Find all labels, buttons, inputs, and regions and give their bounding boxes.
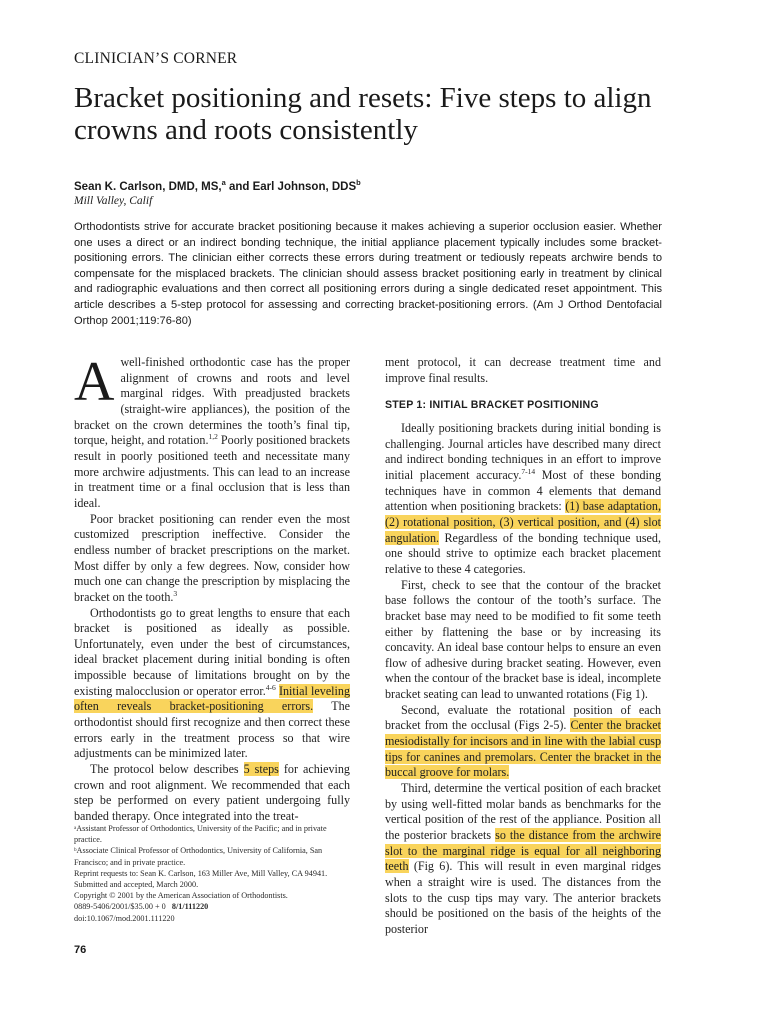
highlight[interactable]: Initial leveling often reveals bracket-positioning errors. <box>74 683 350 714</box>
paragraph <box>74 351 350 512</box>
section-label: CLINICIAN’S CORNER <box>74 50 238 67</box>
footnotes <box>74 823 350 924</box>
paragraph <box>74 762 350 825</box>
citation: 1,2 <box>208 432 218 442</box>
author-1-mark: a <box>221 178 226 187</box>
highlight[interactable]: so the distance from the archwire slot to the marginal ridge is equal for all neighboring teeth <box>385 828 661 874</box>
affiliation: Mill Valley, Calif <box>74 195 153 207</box>
text-run: Second, evaluate the rotational position of each bracket from the occlusal (Figs 2-5). <box>385 702 661 733</box>
issn: 0889-5406/2001/$35.00 + 0 <box>74 902 166 912</box>
text-run: Regardless of the bonding technique used, one should strive to optimize each bracket placement relative to these 4 categories. <box>385 530 661 576</box>
page-number: 76 <box>74 944 87 956</box>
author-line <box>74 178 361 193</box>
text-run: (Fig 6). This will result in even marginal ridges when a straight wire is used. The distances from the slots to the cusp tips may vary. The anterior brackets should be positioned on the basis of the heights of the posterior <box>385 859 661 936</box>
text-run: Third, determine the vertical position of each bracket by using well-fitted molar bands as benchmarks for the vertical position of the rest of the appliance. Position all the posterior brackets <box>385 781 661 843</box>
text-run: for achieving crown and root alignment. We recommended that each step be performed on every patient undergoing fully banded therapy. Once integrated into the treat- <box>74 762 350 824</box>
highlight[interactable]: 5 steps <box>243 762 279 777</box>
issn-code: 8/1/111220 <box>171 902 209 912</box>
paragraph <box>74 512 350 606</box>
text-run: Poor bracket positioning can render even the most customized prescription ineffective. Consider the endless number of bracket prescriptions on the market. Most differ by only a few degrees. Now, consider how much one can change the prescription by misplacing the bracket on the tooth. <box>74 511 350 604</box>
author-2: and Earl Johnson, DDS <box>225 180 357 193</box>
paragraph <box>385 781 661 938</box>
text-run: Ideally positioning brackets during initial bonding is challenging. Journal articles have described many direct and indirect bonding techniques in an effort to improve initial placement accuracy. <box>385 420 661 482</box>
footnote-a: ᵃAssistant Professor of Orthodontics, University of the Pacific; and in private practice. <box>74 824 327 845</box>
paragraph: First, check to see that the contour of the bracket base follows the contour of the tooth’s surface. The bracket base may need to be modified to fit some teeth either by flattening the base or by increasing its concavity. An ideal base contour helps to ensure an even flow of adhesive during bracket seating. However, even when the contour of the bracket base is ideal, incomplete bracket seating can lead to unwanted rotations (Fig 1). <box>385 577 661 702</box>
reprint-note: Reprint requests to: Sean K. Carlson, 163 Miller Ave, Mill Valley, CA 94941. <box>74 868 328 878</box>
issn-line <box>74 901 350 912</box>
author-2-mark: b <box>356 178 361 187</box>
text-run: The orthodontist should first recognize and then correct these errors early in the treatment process so that wire adjustments can be minimized later. <box>74 699 351 761</box>
highlight[interactable]: Center the bracket mesiodistally for incisors and in line with the labial cusp tips for canines and premolars. Center the bracket in the buccal groove for molars. <box>385 718 661 780</box>
paragraph <box>385 703 661 781</box>
highlight[interactable]: (1) base adaptation, (2) rotational position, (3) vertical position, and (4) slot angulation. <box>385 499 661 545</box>
paragraph <box>385 421 661 578</box>
text-run: well-finished orthodontic case has the proper alignment of crowns and roots and level marginal ridges. With preadjusted brackets (straight-wire appliances), the position of the bracket on the crown determines the tooth’s final tip, torque, height, and rotation. <box>74 355 350 448</box>
author-1: Sean K. Carlson, DMD, MS, <box>74 180 222 193</box>
paragraph <box>74 606 350 763</box>
abstract: Orthodontists strive for accurate bracket positioning because it makes achieving a superior occlusion easier. Whether one uses a direct or an indirect bonding technique, the initial appliance placement typically includes some bracket-positioning errors. The clinician either corrects these errors during treatment or tediously repeats archwire bends to compensate for the misplaced brackets. The clinician should assess bracket positioning early in treatment by clinical and radiographic evaluations and then correct all positioning errors during a single dedicated reset appointment. This article describes a 5-step protocol for assessing and correcting bracket-positioning errors. (Am J Orthod Dentofacial Orthop 2001;119:76-80) <box>74 221 662 327</box>
right-column <box>385 355 661 938</box>
text-run: Orthodontists go to great lengths to ensure that each bracket is positioned as ideally as possible. Unfortunately, even under the best of circumstances, ideal bracket placement during initial bonding is often impossible because of limitations brought on by the existing malocclusion or operator error. <box>74 605 350 698</box>
drop-cap: A <box>74 351 115 413</box>
article-title: Bracket positioning and resets: Five steps to align crowns and roots consistently <box>74 82 652 146</box>
citation: 4-6 <box>265 682 276 692</box>
section-heading: STEP 1: INITIAL BRACKET POSITIONING <box>385 399 599 412</box>
citation: 7-14 <box>521 466 536 476</box>
doi-note: doi:10.1067/mod.2001.111220 <box>74 913 175 923</box>
paragraph: ment protocol, it can decrease treatment time and improve final results. <box>385 355 661 385</box>
text-run: Poorly positioned brackets result in poorly positioned teeth and necessitate many more archwire adjustments. This can lead to an increase in treatment time or a final occlusion that is less than ideal. <box>74 433 350 510</box>
text-run: Most of these bonding techniques have in common 4 elements that demand attention when positioning brackets: <box>385 467 661 514</box>
left-column <box>74 351 351 825</box>
text-run: The protocol below describes <box>90 762 244 777</box>
citation: 3 <box>173 588 178 598</box>
submitted-note: Submitted and accepted, March 2000. <box>74 880 199 890</box>
footnote-b: ᵇAssociate Clinical Professor of Orthodontics, University of California, San Francisco; and in private practice. <box>74 846 323 867</box>
copyright-note: Copyright © 2001 by the American Association of Orthodontists. <box>74 891 288 901</box>
